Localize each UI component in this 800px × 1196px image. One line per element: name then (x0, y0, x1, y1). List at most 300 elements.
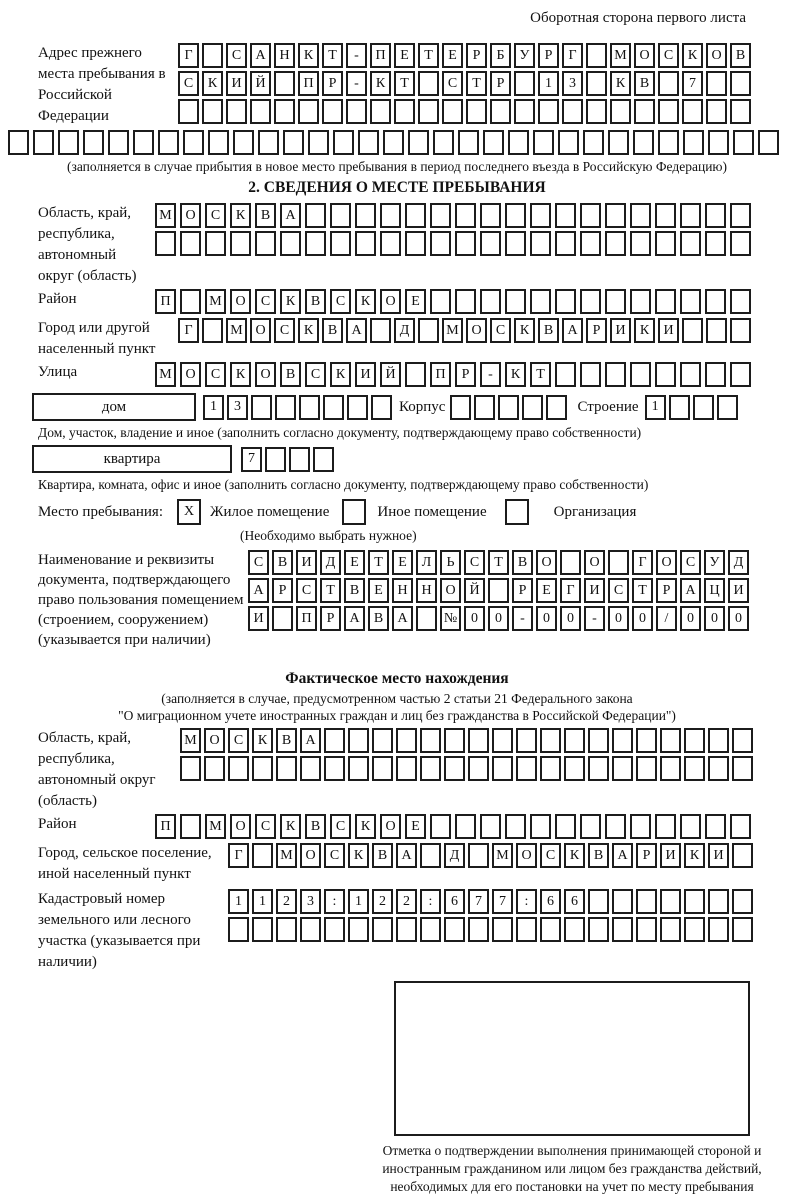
char-box[interactable] (474, 395, 495, 420)
char-box[interactable]: В (305, 814, 326, 839)
char-box[interactable]: Ь (440, 550, 461, 575)
char-box[interactable] (684, 889, 705, 914)
char-box[interactable]: Д (728, 550, 749, 575)
char-box[interactable]: К (298, 43, 319, 68)
char-box[interactable]: Р (320, 606, 341, 631)
char-box[interactable] (258, 130, 279, 155)
char-box[interactable]: О (440, 578, 461, 603)
char-box[interactable]: С (330, 814, 351, 839)
char-box[interactable] (300, 756, 321, 781)
char-box[interactable]: - (346, 71, 367, 96)
char-box[interactable]: Р (466, 43, 487, 68)
char-box[interactable] (516, 917, 537, 942)
char-box[interactable]: О (230, 814, 251, 839)
char-box[interactable] (180, 756, 201, 781)
char-box[interactable]: Б (490, 43, 511, 68)
char-box[interactable] (250, 99, 271, 124)
char-box[interactable] (684, 917, 705, 942)
char-box[interactable] (706, 318, 727, 343)
char-box[interactable] (669, 395, 690, 420)
char-box[interactable] (530, 203, 551, 228)
char-box[interactable] (418, 318, 439, 343)
char-box[interactable]: С (205, 203, 226, 228)
char-box[interactable]: / (656, 606, 677, 631)
char-box[interactable] (480, 814, 501, 839)
char-box[interactable] (558, 130, 579, 155)
char-box[interactable] (705, 289, 726, 314)
char-box[interactable] (372, 756, 393, 781)
char-box[interactable]: Р (538, 43, 559, 68)
char-box[interactable] (610, 99, 631, 124)
char-box[interactable]: 1 (203, 395, 224, 420)
char-box[interactable] (516, 728, 537, 753)
char-box[interactable]: В (344, 578, 365, 603)
char-box[interactable] (705, 814, 726, 839)
char-box[interactable]: Г (632, 550, 653, 575)
char-box[interactable] (433, 130, 454, 155)
char-box[interactable]: Е (394, 43, 415, 68)
char-box[interactable] (276, 917, 297, 942)
char-box[interactable] (180, 289, 201, 314)
char-box[interactable] (630, 289, 651, 314)
char-box[interactable] (733, 130, 754, 155)
char-box[interactable]: - (512, 606, 533, 631)
char-box[interactable]: Г (178, 318, 199, 343)
char-box[interactable]: М (442, 318, 463, 343)
char-box[interactable] (540, 728, 561, 753)
char-box[interactable] (330, 231, 351, 256)
char-box[interactable]: Л (416, 550, 437, 575)
char-box[interactable]: М (155, 203, 176, 228)
char-box[interactable]: В (634, 71, 655, 96)
char-box[interactable]: Ц (704, 578, 725, 603)
char-box[interactable] (580, 814, 601, 839)
char-box[interactable] (183, 130, 204, 155)
char-box[interactable]: В (512, 550, 533, 575)
char-box[interactable] (228, 917, 249, 942)
char-box[interactable]: 1 (645, 395, 666, 420)
char-box[interactable]: 7 (241, 447, 262, 472)
char-box[interactable]: Т (488, 550, 509, 575)
char-box[interactable]: 0 (680, 606, 701, 631)
char-box[interactable] (680, 362, 701, 387)
char-box[interactable] (208, 130, 229, 155)
char-box[interactable]: И (296, 550, 317, 575)
char-box[interactable] (480, 289, 501, 314)
char-box[interactable]: Р (512, 578, 533, 603)
char-box[interactable]: 6 (564, 889, 585, 914)
char-box[interactable]: 1 (228, 889, 249, 914)
char-box[interactable] (8, 130, 29, 155)
char-box[interactable]: И (658, 318, 679, 343)
char-box[interactable]: О (656, 550, 677, 575)
char-box[interactable]: Е (442, 43, 463, 68)
char-box[interactable]: К (330, 362, 351, 387)
char-box[interactable] (300, 917, 321, 942)
char-box[interactable]: О (180, 203, 201, 228)
char-box[interactable] (380, 203, 401, 228)
char-box[interactable] (299, 395, 320, 420)
char-box[interactable] (684, 728, 705, 753)
char-box[interactable] (430, 814, 451, 839)
char-box[interactable] (492, 917, 513, 942)
char-box[interactable]: У (704, 550, 725, 575)
char-box[interactable]: П (370, 43, 391, 68)
char-box[interactable]: И (660, 843, 681, 868)
char-box[interactable] (564, 917, 585, 942)
char-box[interactable] (283, 130, 304, 155)
char-box[interactable] (708, 756, 729, 781)
char-box[interactable]: П (155, 814, 176, 839)
char-box[interactable] (322, 99, 343, 124)
char-box[interactable]: Г (178, 43, 199, 68)
char-box[interactable] (444, 756, 465, 781)
char-box[interactable] (420, 728, 441, 753)
char-box[interactable]: С (305, 362, 326, 387)
char-box[interactable] (275, 395, 296, 420)
char-box[interactable] (289, 447, 310, 472)
char-box[interactable]: 0 (464, 606, 485, 631)
char-box[interactable] (730, 231, 751, 256)
char-box[interactable] (612, 917, 633, 942)
char-box[interactable] (586, 99, 607, 124)
char-box[interactable]: О (180, 362, 201, 387)
char-box[interactable] (612, 889, 633, 914)
char-box[interactable] (580, 231, 601, 256)
char-box[interactable]: О (230, 289, 251, 314)
char-box[interactable] (276, 756, 297, 781)
char-box[interactable] (564, 756, 585, 781)
char-box[interactable]: Т (530, 362, 551, 387)
char-box[interactable] (655, 289, 676, 314)
char-box[interactable] (583, 130, 604, 155)
char-box[interactable]: П (296, 606, 317, 631)
char-box[interactable] (732, 889, 753, 914)
char-box[interactable] (514, 71, 535, 96)
char-box[interactable] (658, 99, 679, 124)
char-box[interactable] (732, 843, 753, 868)
char-box[interactable] (466, 99, 487, 124)
char-box[interactable]: 0 (608, 606, 629, 631)
char-box[interactable]: 3 (300, 889, 321, 914)
char-box[interactable]: А (300, 728, 321, 753)
char-box[interactable]: Р (586, 318, 607, 343)
char-box[interactable]: К (355, 289, 376, 314)
char-box[interactable]: А (250, 43, 271, 68)
char-box[interactable] (347, 395, 368, 420)
char-box[interactable] (706, 99, 727, 124)
char-box[interactable]: У (514, 43, 535, 68)
char-box[interactable] (355, 203, 376, 228)
char-box[interactable]: К (564, 843, 585, 868)
char-box[interactable]: К (355, 814, 376, 839)
char-box[interactable] (612, 728, 633, 753)
char-box[interactable] (705, 231, 726, 256)
char-box[interactable] (324, 728, 345, 753)
char-box[interactable] (516, 756, 537, 781)
char-box[interactable]: А (612, 843, 633, 868)
char-box[interactable]: Р (272, 578, 293, 603)
char-box[interactable]: Й (464, 578, 485, 603)
char-box[interactable] (468, 728, 489, 753)
char-box[interactable] (658, 130, 679, 155)
char-box[interactable] (683, 130, 704, 155)
char-box[interactable]: Н (416, 578, 437, 603)
char-box[interactable]: О (706, 43, 727, 68)
char-box[interactable] (586, 43, 607, 68)
char-box[interactable] (660, 756, 681, 781)
char-box[interactable]: 7 (492, 889, 513, 914)
char-box[interactable]: И (610, 318, 631, 343)
char-box[interactable] (540, 756, 561, 781)
char-box[interactable] (251, 395, 272, 420)
char-box[interactable] (420, 917, 441, 942)
char-box[interactable] (530, 289, 551, 314)
char-box[interactable]: М (205, 289, 226, 314)
char-box[interactable]: К (280, 814, 301, 839)
char-box[interactable]: № (440, 606, 461, 631)
char-box[interactable] (370, 318, 391, 343)
char-box[interactable]: Т (418, 43, 439, 68)
char-box[interactable] (555, 203, 576, 228)
char-box[interactable] (655, 362, 676, 387)
char-box[interactable]: С (658, 43, 679, 68)
char-box[interactable] (555, 231, 576, 256)
char-box[interactable]: О (250, 318, 271, 343)
char-box[interactable]: В (372, 843, 393, 868)
char-box[interactable]: П (155, 289, 176, 314)
char-box[interactable] (372, 728, 393, 753)
char-box[interactable] (396, 917, 417, 942)
char-box[interactable]: С (228, 728, 249, 753)
char-box[interactable] (555, 362, 576, 387)
char-box[interactable] (605, 362, 626, 387)
char-box[interactable] (538, 99, 559, 124)
char-box[interactable] (178, 99, 199, 124)
char-box[interactable] (588, 756, 609, 781)
char-box[interactable] (488, 578, 509, 603)
char-box[interactable] (370, 99, 391, 124)
char-box[interactable]: 1 (252, 889, 273, 914)
char-box[interactable] (660, 889, 681, 914)
char-box[interactable] (308, 130, 329, 155)
char-box[interactable] (586, 71, 607, 96)
char-box[interactable] (348, 917, 369, 942)
char-box[interactable]: С (296, 578, 317, 603)
char-box[interactable]: С (255, 289, 276, 314)
char-box[interactable] (636, 728, 657, 753)
char-box[interactable]: 1 (538, 71, 559, 96)
char-box[interactable] (430, 231, 451, 256)
char-box[interactable] (405, 203, 426, 228)
char-box[interactable] (508, 130, 529, 155)
char-box[interactable] (430, 203, 451, 228)
char-box[interactable]: А (344, 606, 365, 631)
char-box[interactable] (758, 130, 779, 155)
char-box[interactable] (380, 231, 401, 256)
char-box[interactable]: А (346, 318, 367, 343)
char-box[interactable] (580, 289, 601, 314)
char-box[interactable]: Р (322, 71, 343, 96)
char-box[interactable] (555, 814, 576, 839)
char-box[interactable] (612, 756, 633, 781)
char-box[interactable] (658, 71, 679, 96)
char-box[interactable]: С (205, 362, 226, 387)
char-box[interactable]: В (276, 728, 297, 753)
char-box[interactable]: : (516, 889, 537, 914)
char-box[interactable]: В (272, 550, 293, 575)
char-box[interactable]: Е (344, 550, 365, 575)
char-box[interactable] (730, 203, 751, 228)
char-box[interactable] (226, 99, 247, 124)
char-box[interactable] (394, 99, 415, 124)
char-box[interactable] (455, 231, 476, 256)
char-box[interactable] (730, 99, 751, 124)
char-box[interactable]: В (588, 843, 609, 868)
char-box[interactable] (272, 606, 293, 631)
char-box[interactable] (682, 99, 703, 124)
char-box[interactable] (682, 318, 703, 343)
char-box[interactable]: П (298, 71, 319, 96)
char-box[interactable]: О (255, 362, 276, 387)
char-box[interactable] (705, 362, 726, 387)
char-box[interactable] (540, 917, 561, 942)
char-box[interactable] (305, 231, 326, 256)
char-box[interactable]: Е (405, 289, 426, 314)
char-box[interactable] (630, 362, 651, 387)
char-box[interactable] (444, 917, 465, 942)
char-box[interactable] (202, 43, 223, 68)
char-box[interactable] (530, 814, 551, 839)
char-box[interactable]: О (380, 814, 401, 839)
char-box[interactable]: О (536, 550, 557, 575)
char-box[interactable] (608, 550, 629, 575)
char-box[interactable] (418, 71, 439, 96)
char-box[interactable] (358, 130, 379, 155)
char-box[interactable] (564, 728, 585, 753)
char-box[interactable]: Р (490, 71, 511, 96)
char-box[interactable]: К (610, 71, 631, 96)
char-box[interactable]: В (280, 362, 301, 387)
char-box[interactable] (228, 756, 249, 781)
char-box[interactable]: Е (368, 578, 389, 603)
char-box[interactable]: М (155, 362, 176, 387)
char-box[interactable] (730, 318, 751, 343)
char-box[interactable] (730, 71, 751, 96)
char-box[interactable] (305, 203, 326, 228)
checkbox-residential[interactable]: X (177, 499, 201, 525)
char-box[interactable] (468, 843, 489, 868)
char-box[interactable] (180, 814, 201, 839)
char-box[interactable] (636, 756, 657, 781)
char-box[interactable]: 3 (227, 395, 248, 420)
char-box[interactable] (492, 756, 513, 781)
char-box[interactable] (562, 99, 583, 124)
char-box[interactable] (533, 130, 554, 155)
char-box[interactable] (355, 231, 376, 256)
char-box[interactable]: С (248, 550, 269, 575)
char-box[interactable] (180, 231, 201, 256)
char-box[interactable]: Г (562, 43, 583, 68)
char-box[interactable] (230, 231, 251, 256)
char-box[interactable] (660, 728, 681, 753)
char-box[interactable] (708, 889, 729, 914)
char-box[interactable] (732, 728, 753, 753)
char-box[interactable] (655, 814, 676, 839)
char-box[interactable]: М (205, 814, 226, 839)
char-box[interactable]: Т (632, 578, 653, 603)
char-box[interactable]: К (280, 289, 301, 314)
char-box[interactable]: Г (228, 843, 249, 868)
checkbox-other-premises[interactable] (342, 499, 366, 525)
char-box[interactable] (450, 395, 471, 420)
char-box[interactable]: О (300, 843, 321, 868)
char-box[interactable]: Н (274, 43, 295, 68)
char-box[interactable] (324, 917, 345, 942)
char-box[interactable]: 0 (728, 606, 749, 631)
char-box[interactable]: И (708, 843, 729, 868)
char-box[interactable]: Т (322, 43, 343, 68)
char-box[interactable] (634, 99, 655, 124)
char-box[interactable]: С (226, 43, 247, 68)
char-box[interactable] (684, 756, 705, 781)
char-box[interactable] (33, 130, 54, 155)
char-box[interactable] (514, 99, 535, 124)
char-box[interactable] (396, 728, 417, 753)
char-box[interactable]: С (324, 843, 345, 868)
char-box[interactable] (158, 130, 179, 155)
char-box[interactable] (205, 231, 226, 256)
char-box[interactable] (580, 362, 601, 387)
char-box[interactable] (83, 130, 104, 155)
char-box[interactable] (313, 447, 334, 472)
char-box[interactable] (730, 362, 751, 387)
char-box[interactable] (693, 395, 714, 420)
char-box[interactable]: К (230, 203, 251, 228)
char-box[interactable]: Т (320, 578, 341, 603)
char-box[interactable] (442, 99, 463, 124)
char-box[interactable]: К (230, 362, 251, 387)
char-box[interactable]: Г (560, 578, 581, 603)
char-box[interactable] (252, 756, 273, 781)
char-box[interactable] (730, 289, 751, 314)
char-box[interactable]: С (274, 318, 295, 343)
char-box[interactable] (505, 203, 526, 228)
char-box[interactable] (455, 814, 476, 839)
char-box[interactable]: М (180, 728, 201, 753)
char-box[interactable]: Д (444, 843, 465, 868)
char-box[interactable] (396, 756, 417, 781)
char-box[interactable]: М (610, 43, 631, 68)
char-box[interactable]: П (430, 362, 451, 387)
char-box[interactable] (522, 395, 543, 420)
char-box[interactable]: И (248, 606, 269, 631)
char-box[interactable] (588, 917, 609, 942)
char-box[interactable]: С (178, 71, 199, 96)
char-box[interactable]: Р (636, 843, 657, 868)
char-box[interactable] (372, 917, 393, 942)
char-box[interactable]: О (516, 843, 537, 868)
char-box[interactable] (405, 362, 426, 387)
char-box[interactable] (155, 231, 176, 256)
char-box[interactable] (630, 203, 651, 228)
char-box[interactable] (605, 231, 626, 256)
char-box[interactable] (348, 756, 369, 781)
char-box[interactable] (546, 395, 567, 420)
char-box[interactable] (732, 917, 753, 942)
char-box[interactable]: 0 (560, 606, 581, 631)
char-box[interactable] (705, 203, 726, 228)
